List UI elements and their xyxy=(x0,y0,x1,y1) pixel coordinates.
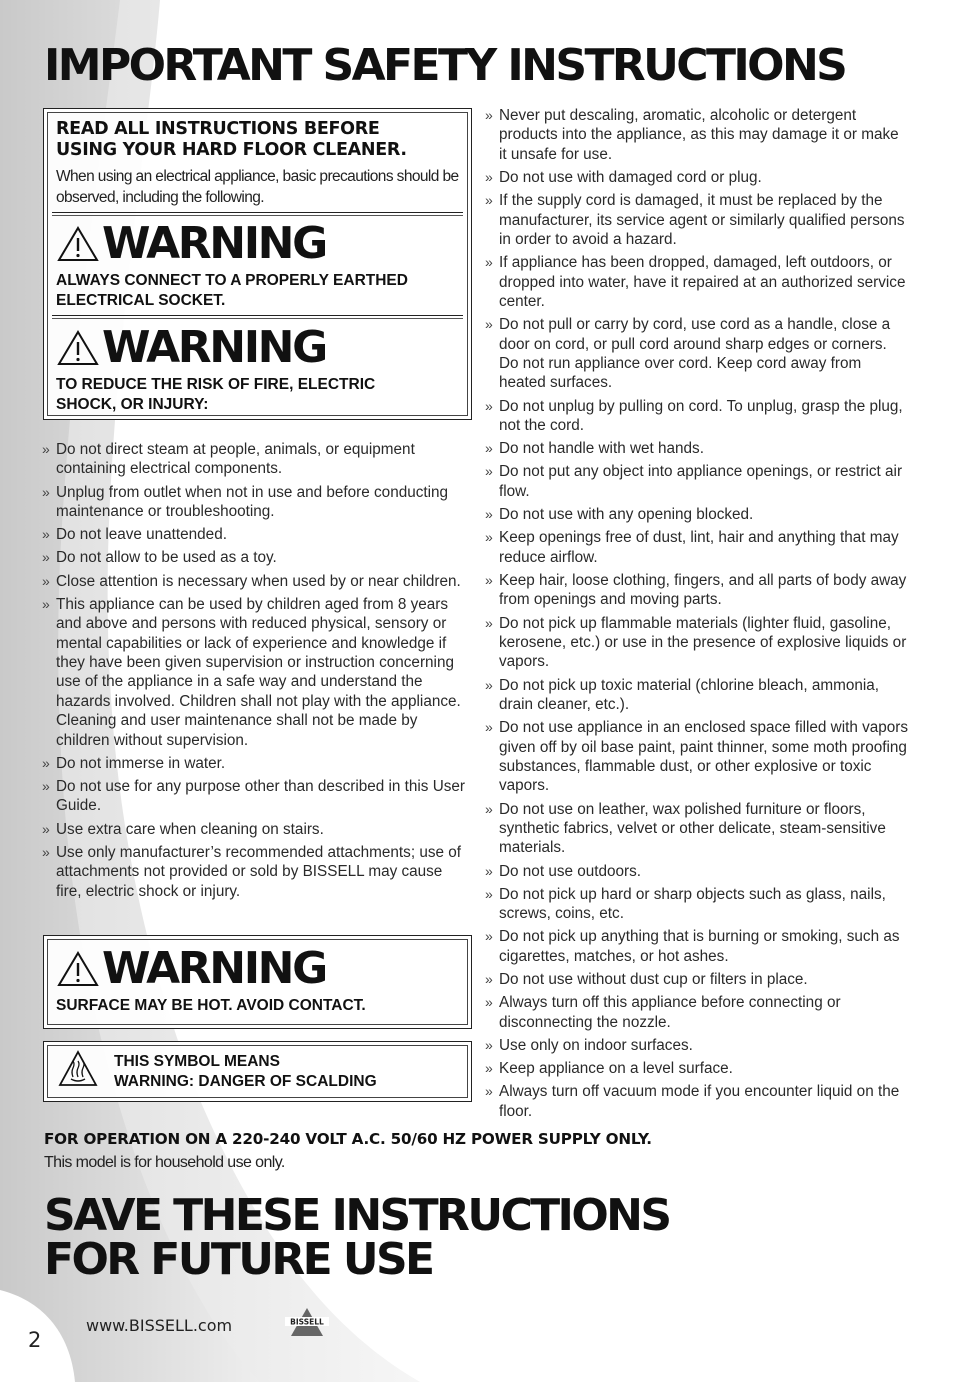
read-heading-line1: READ ALL INSTRUCTIONS BEFORE xyxy=(56,119,380,139)
list-item xyxy=(42,595,467,750)
bullet-marker: » xyxy=(485,885,493,902)
warning-box xyxy=(43,108,472,420)
list-item xyxy=(485,993,910,1032)
list-item-text: Do not use with damaged cord or plug. xyxy=(499,169,762,187)
bullet-marker: » xyxy=(485,192,493,209)
list-item-text: Do not pick up toxic material (chlorine bleach, ammonia, drain cleaner, etc.). xyxy=(499,676,880,713)
list-item xyxy=(485,439,910,458)
warning-text-line2: ELECTRICAL SOCKET. xyxy=(56,292,226,309)
page-title: IMPORTANT SAFETY INSTRUCTIONS xyxy=(44,40,846,91)
list-item-text: Do not allow to be used as a toy. xyxy=(56,549,277,567)
warning-text xyxy=(56,375,461,415)
list-item-text: Keep appliance on a level surface. xyxy=(499,1060,733,1078)
list-item-text: Do not unplug by pulling on cord. To unplug, grasp the plug, not the cord. xyxy=(499,397,903,435)
list-item-text: Do not leave unattended. xyxy=(56,526,227,544)
bullet-marker: » xyxy=(485,1036,493,1053)
list-item xyxy=(42,483,467,522)
list-item xyxy=(485,676,910,715)
list-item xyxy=(485,970,910,989)
list-item-text: This appliance can be used by children aged from 8 years and above and persons with reduced physical, sensory or mental capabilities or lack of experience and knowledge if they have been given supervision or instruction concerning use of the appliance in a safe way and understand the hazards involved. Children shall not play with the appliance. Cleaning and user maintenance shall not be made by children without supervision. xyxy=(56,595,461,749)
warning-heading xyxy=(56,218,461,269)
bullet-marker: » xyxy=(485,1083,493,1100)
list-item xyxy=(485,571,910,610)
list-item xyxy=(485,528,910,567)
bullet-marker: » xyxy=(42,595,50,612)
list-item-text: Do not use for any purpose other than described in this User Guide. xyxy=(56,778,465,815)
symbol-line1: THIS SYMBOL MEANS xyxy=(114,1053,280,1070)
bullet-marker: » xyxy=(42,526,50,543)
bullet-marker: » xyxy=(485,719,493,736)
list-item-text: Always turn off this appliance before connecting or disconnecting the nozzle. xyxy=(499,994,841,1031)
bullet-marker: » xyxy=(42,754,50,771)
list-item-text: Use only manufacturer’s recommended attachments; use of attachments not provided or sold by BISSELL may cause fire, electric shock or injury. xyxy=(56,843,462,900)
bullet-marker: » xyxy=(485,571,493,588)
warning-text xyxy=(56,271,461,311)
save-instructions-heading xyxy=(44,1190,670,1285)
list-item xyxy=(485,462,910,501)
bullet-marker: » xyxy=(485,1060,493,1077)
list-item-text: Do not use without dust cup or filters in place. xyxy=(499,971,808,988)
divider xyxy=(52,315,463,319)
list-item-text: Do not pick up flammable materials (lighter fluid, gasoline, kerosene, etc.) or use in the presence of explosive liquids or vapors. xyxy=(499,614,907,671)
list-item xyxy=(485,927,910,966)
list-item-text: Do not handle with wet hands. xyxy=(499,440,704,458)
list-item-text: Close attention is necessary when used by or near children. xyxy=(56,572,461,590)
warning-text-line1: ALWAYS CONNECT TO A PROPERLY EARTHED xyxy=(56,272,408,289)
save-line2: FOR FUTURE USE xyxy=(44,1234,433,1285)
divider xyxy=(52,212,463,216)
bullet-marker: » xyxy=(485,614,493,631)
list-item xyxy=(42,777,467,816)
list-item xyxy=(42,572,467,591)
bullet-marker: » xyxy=(485,994,493,1011)
list-item-text: Do not pull or carry by cord, use cord as a handle, close a door on cord, or pull cord around sharp edges or corners. Do not run appliance over cord. Keep cord away from heated surfaces. xyxy=(499,316,891,392)
list-item-text: Keep hair, loose clothing, fingers, and all parts of body away from openings and moving parts. xyxy=(499,571,907,609)
list-item xyxy=(485,168,910,187)
list-item xyxy=(485,315,910,393)
bullet-marker: » xyxy=(42,778,50,795)
list-item-text: Do not use on leather, wax polished furniture or floors, synthetic fabrics, velvet or other delicate, steam-sensitive materials. xyxy=(499,800,886,857)
list-item xyxy=(42,843,467,901)
warning-earthed-section xyxy=(56,218,461,311)
bullet-marker: » xyxy=(42,483,50,500)
bullet-marker: » xyxy=(485,529,493,546)
list-item xyxy=(485,397,910,436)
list-item-text: Do not pick up hard or sharp objects such as glass, nails, screws, coins, etc. xyxy=(499,885,886,923)
bissell-logo-icon xyxy=(283,1306,331,1338)
list-item xyxy=(42,525,467,544)
read-heading xyxy=(56,119,461,161)
list-item xyxy=(42,440,467,479)
list-item-text: Do not immerse in water. xyxy=(56,754,226,772)
warning-heading xyxy=(56,943,461,994)
warning-label: WARNING xyxy=(102,218,326,269)
page-number: 2 xyxy=(28,1328,42,1352)
website-link[interactable]: www.BISSELL.com xyxy=(86,1316,233,1335)
list-item-text: Unplug from outlet when not in use and before conducting maintenance or troubleshooting. xyxy=(56,483,449,521)
list-item xyxy=(42,820,467,839)
symbol-line2: WARNING: DANGER OF SCALDING xyxy=(114,1073,377,1090)
list-item-text: Do not direct steam at people, animals, or equipment containing electrical components. xyxy=(56,441,415,478)
power-supply-notice: FOR OPERATION ON A 220-240 VOLT A.C. 50/60 HZ POWER SUPPLY ONLY. xyxy=(44,1130,652,1148)
read-body: When using an electrical appliance, basic precautions should be observed, including the following. xyxy=(56,168,459,206)
warning-fire-section xyxy=(56,322,461,415)
household-use-notice: This model is for household use only. xyxy=(44,1154,285,1171)
list-item xyxy=(485,505,910,524)
scalding-symbol-box xyxy=(43,1041,472,1102)
list-item xyxy=(485,800,910,858)
list-item-text: Keep openings free of dust, lint, hair and anything that may reduce airflow. xyxy=(499,529,899,566)
bullet-marker: » xyxy=(42,441,50,457)
list-item xyxy=(42,754,467,773)
save-line1: SAVE THESE INSTRUCTIONS xyxy=(44,1190,670,1241)
bullet-marker: » xyxy=(42,572,50,589)
warning-triangle-icon xyxy=(56,225,100,263)
bullet-marker: » xyxy=(485,800,493,817)
bullet-marker: » xyxy=(485,440,493,457)
bullet-marker: » xyxy=(485,506,493,523)
warning-text: SURFACE MAY BE HOT. AVOID CONTACT. xyxy=(56,997,366,1014)
bullet-marker: » xyxy=(42,549,50,566)
hot-surface-warning-box xyxy=(43,935,472,1029)
read-heading-line2: USING YOUR HARD FLOOR CLEANER. xyxy=(56,140,407,160)
list-item-text: If the supply cord is damaged, it must be replaced by the manufacturer, its service agent or similarly qualified persons in order to avoid a hazard. xyxy=(499,192,905,249)
bullet-marker: » xyxy=(485,107,493,123)
warning-label: WARNING xyxy=(102,322,326,373)
list-item-text: Do not use with any opening blocked. xyxy=(499,506,754,524)
list-item-text: Always turn off vacuum mode if you encounter liquid on the floor. xyxy=(499,1083,900,1120)
list-item xyxy=(485,862,910,881)
bullet-marker: » xyxy=(485,397,493,414)
list-item-text: Use only on indoor surfaces. xyxy=(499,1036,693,1054)
list-item xyxy=(485,106,910,164)
list-item xyxy=(485,885,910,924)
list-item-text: Do not pick up anything that is burning or smoking, such as cigarettes, matches, or hot ashes. xyxy=(499,928,900,965)
list-item-text: Use extra care when cleaning on stairs. xyxy=(56,820,324,838)
warning-heading xyxy=(56,322,461,373)
left-bullet-list xyxy=(42,440,467,905)
read-instructions-section xyxy=(56,119,461,208)
list-item xyxy=(485,253,910,311)
bullet-marker: » xyxy=(485,928,493,945)
list-item xyxy=(42,548,467,567)
warning-triangle-icon xyxy=(56,329,100,367)
scalding-warning-icon xyxy=(58,1050,98,1088)
list-item xyxy=(485,718,910,796)
bullet-marker: » xyxy=(42,820,50,837)
list-item xyxy=(485,1082,910,1121)
warning-label: WARNING xyxy=(102,943,326,994)
bullet-marker: » xyxy=(485,971,493,987)
list-item-text: Do not use outdoors. xyxy=(499,862,642,880)
scalding-symbol-text xyxy=(114,1052,377,1092)
list-item xyxy=(485,1036,910,1055)
list-item xyxy=(485,614,910,672)
list-item-text: If appliance has been dropped, damaged, left outdoors, or dropped into water, have it repaired at an authorized service center. xyxy=(499,254,906,311)
warning-triangle-icon xyxy=(56,950,100,988)
bullet-marker: » xyxy=(485,676,493,693)
warning-text-line2: SHOCK, OR INJURY: xyxy=(56,396,209,413)
bullet-marker: » xyxy=(485,316,493,333)
list-item xyxy=(485,1059,910,1078)
bullet-marker: » xyxy=(485,169,493,186)
bullet-marker: » xyxy=(42,843,50,860)
list-item-text: Do not use appliance in an enclosed space filled with vapors given off by oil base paint, paint thinner, some moth proofing substances, flammable dust, or other explosive or toxic vapors. xyxy=(499,719,909,795)
bullet-marker: » xyxy=(485,254,493,271)
svg-text:BISSELL: BISSELL xyxy=(290,1317,324,1327)
right-bullet-list xyxy=(485,106,910,1125)
list-item-text: Do not put any object into appliance openings, or restrict air flow. xyxy=(499,463,903,500)
warning-text-line1: TO REDUCE THE RISK OF FIRE, ELECTRIC xyxy=(56,376,376,393)
list-item-text: Never put descaling, aromatic, alcoholic or detergent products into the appliance, as this may damage it or make it unsafe for use. xyxy=(499,107,899,163)
bullet-marker: » xyxy=(485,862,493,879)
bullet-marker: » xyxy=(485,463,493,480)
list-item xyxy=(485,191,910,249)
hot-surface-section xyxy=(56,943,461,1016)
